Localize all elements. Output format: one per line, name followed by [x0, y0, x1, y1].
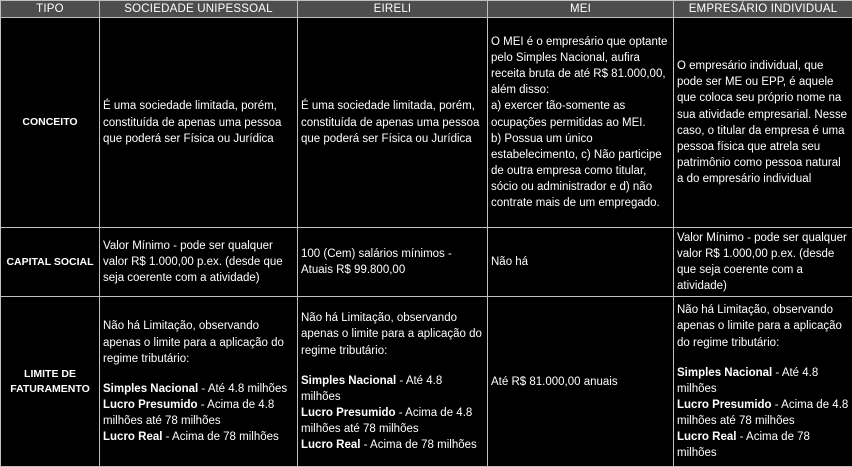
real-label: Lucro Real	[103, 430, 163, 443]
faturamento-intro: Não há Limitação, observando apenas o limite para a aplicação do regime tributário:	[103, 320, 284, 365]
simples-text: - Até 4.8 milhões	[198, 382, 288, 395]
faturamento-real	[677, 429, 849, 461]
mei-item-a: a) exercer tão-somente as ocupações permitidas ao MEI.	[491, 100, 646, 129]
simples-label: Simples Nacional	[301, 374, 397, 387]
faturamento-simples	[301, 373, 484, 405]
cell-conceito-empresario: O empresário individual, que pode ser ME ou EPP, é aquele que coloca seu próprio nome na sua atividade empresarial. Nesse caso, o titular da empresa é uma pessoa física que atrela seu patrimônio como pessoa natural a do empresário individual	[674, 18, 852, 228]
row-limite-faturamento	[1, 297, 852, 467]
header-mei: MEI	[488, 1, 674, 18]
cell-faturamento-empresario	[674, 297, 852, 467]
faturamento-intro: Não há Limitação, observando apenas o limite para a aplicação do regime tributário:	[301, 312, 482, 357]
simples-label: Simples Nacional	[677, 366, 773, 379]
header-sociedade-unipessoal: SOCIEDADE UNIPESSOAL	[100, 1, 298, 18]
cell-capital-sociedade: Valor Mínimo - pode ser qualquer valor R$ 1.000,00 p.ex. (desde que seja coerente com a atividade)	[100, 228, 298, 297]
faturamento-simples	[103, 381, 294, 397]
real-label: Lucro Real	[301, 439, 361, 452]
row-conceito	[1, 18, 852, 228]
cell-faturamento-eireli	[298, 297, 488, 467]
simples-text: - Até 4.8 milhões	[301, 374, 443, 403]
cell-capital-mei: Não há	[488, 228, 674, 297]
real-text: - Acima de 78 milhões	[360, 439, 477, 452]
real-text: - Acima de 78 milhões	[677, 430, 810, 460]
simples-label: Simples Nacional	[103, 382, 199, 395]
cell-faturamento-mei: Até R$ 81.000,00 anuais	[488, 297, 674, 467]
header-tipo: TIPO	[1, 1, 100, 18]
mei-item-b: b) Possua um único estabelecimento, c) Não participe de outra empresa como titular, sócio ou administrador e d) não contrate mais de um empregado.	[491, 132, 662, 210]
row-label-limite-faturamento: LIMITE DE FATURAMENTO	[1, 297, 100, 467]
cell-capital-eireli: 100 (Cem) salários mínimos - Atuais R$ 99.800,00	[298, 228, 488, 297]
presumido-label: Lucro Presumido	[301, 406, 396, 419]
faturamento-simples	[677, 365, 849, 397]
faturamento-intro: Não há Limitação, observando apenas o limite para a aplicação do regime tributário:	[677, 304, 842, 349]
faturamento-real	[103, 429, 294, 445]
cell-capital-empresario: Valor Mínimo - pode ser qualquer valor R$ 1.000,00 p.ex. (desde que seja coerente com a atividade)	[674, 228, 852, 297]
presumido-text: - Acima de 4.8 milhões até 78 milhões	[301, 406, 473, 435]
header-eireli: EIRELI	[298, 1, 488, 18]
faturamento-presumido	[301, 405, 484, 437]
presumido-text: - Acima de 4.8 milhões até 78 milhões	[677, 398, 849, 427]
row-label-conceito: CONCEITO	[1, 18, 100, 228]
simples-text: - Até 4.8 milhões	[677, 366, 819, 395]
faturamento-real	[301, 437, 484, 453]
real-text: - Acima de 78 milhões	[162, 430, 279, 443]
presumido-text: - Acima de 4.8 milhões até 78 milhões	[103, 398, 275, 427]
faturamento-presumido	[103, 397, 294, 429]
mei-intro: O MEI é o empresário que optante pelo Simples Nacional, aufira receita bruta de até R$ 81.000,00, além disso:	[491, 36, 668, 97]
row-capital-social	[1, 228, 852, 297]
real-label: Lucro Real	[677, 430, 737, 443]
presumido-label: Lucro Presumido	[103, 398, 198, 411]
faturamento-presumido	[677, 397, 849, 429]
presumido-label: Lucro Presumido	[677, 398, 772, 411]
header-empresario-individual: EMPRESÁRIO INDIVIDUAL	[674, 1, 852, 18]
cell-conceito-sociedade: É uma sociedade limitada, porém, constituída de apenas uma pessoa que poderá ser Física ou Jurídica	[100, 18, 298, 228]
row-label-capital-social: CAPITAL SOCIAL	[1, 228, 100, 297]
cell-conceito-mei	[488, 18, 674, 228]
header-row	[1, 1, 852, 18]
cell-conceito-eireli: É uma sociedade limitada, porém, constituída de apenas uma pessoa que poderá ser Física ou Jurídica	[298, 18, 488, 228]
cell-faturamento-sociedade	[100, 297, 298, 467]
